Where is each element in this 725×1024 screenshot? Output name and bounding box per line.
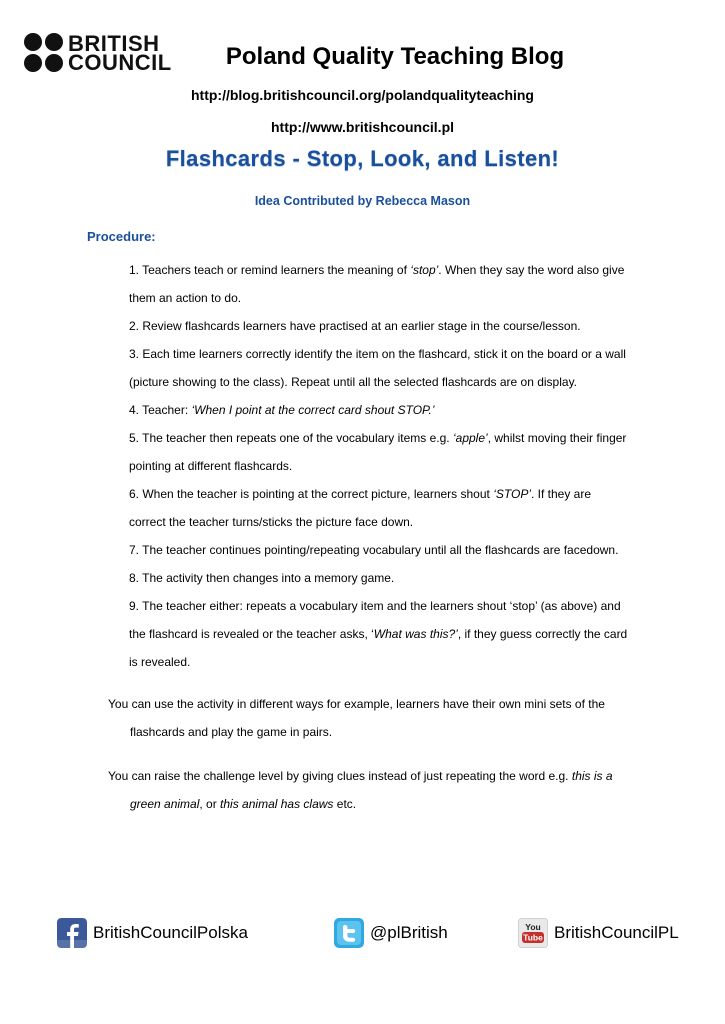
- usage-paragraph: You can use the activity in different ways for example, learners have their own mini sets of the flashcards and play the game in pairs.: [108, 697, 605, 739]
- facebook-label: BritishCouncilPolska: [93, 923, 248, 942]
- step-6-cont: correct the teacher turns/sticks the picture face down.: [129, 515, 414, 529]
- procedure-heading: Procedure:: [87, 229, 156, 244]
- step-7: 7. The teacher continues pointing/repeating vocabulary until all the flashcards are facedown.: [129, 543, 619, 557]
- step-5: 5. The teacher then repeats one of the vocabulary items e.g. ‘apple’, whilst moving their finger: [129, 431, 627, 445]
- youtube-icon: [518, 918, 548, 948]
- step-1-cont: them an action to do.: [129, 291, 242, 305]
- step-3: 3. Each time learners correctly identify the item on the flashcard, stick it on the board or a wall: [129, 347, 626, 361]
- blog-url-link[interactable]: http://blog.britishcouncil.org/polandqualityteaching: [191, 87, 534, 103]
- document-title: Flashcards - Stop, Look, and Listen!: [165, 146, 560, 171]
- step-9-end: is revealed.: [129, 655, 191, 669]
- step-1: 1. Teachers teach or remind learners the meaning of ‘stop’. When they say the word also give: [129, 263, 625, 277]
- twitter-icon: [334, 918, 364, 948]
- procedure-steps: [129, 256, 649, 676]
- step-5-cont: pointing at different flashcards.: [129, 459, 293, 473]
- svg-text:You: You: [525, 922, 541, 932]
- facebook-link[interactable]: [57, 915, 248, 951]
- site-url-link[interactable]: http://www.britishcouncil.pl: [270, 119, 455, 135]
- contributor-line: Idea Contributed by Rebecca Mason: [254, 194, 471, 208]
- step-6: 6. When the teacher is pointing at the correct picture, learners shout ‘STOP’. If they are: [129, 487, 592, 501]
- facebook-icon: [57, 918, 87, 948]
- challenge-paragraph: You can raise the challenge level by giving clues instead of just repeating the word e.g. this is a green animal, or this animal has claws etc.: [108, 769, 613, 811]
- british-council-logo: [24, 33, 174, 75]
- step-8: 8. The activity then changes into a memory game.: [129, 571, 395, 585]
- logo-line-2: COUNCIL: [68, 50, 172, 75]
- logo-line-1: BRITISH: [68, 31, 160, 56]
- youtube-link[interactable]: [518, 915, 679, 951]
- step-4: 4. Teacher: ‘When I point at the correct card shout STOP.’: [129, 403, 435, 417]
- svg-text:Tube: Tube: [523, 932, 543, 943]
- youtube-label: BritishCouncilPL: [554, 923, 679, 942]
- social-footer: [0, 915, 725, 955]
- step-2: 2. Review flashcards learners have practised at an earlier stage in the course/lesson.: [129, 319, 581, 333]
- twitter-link[interactable]: [334, 915, 448, 951]
- step-9-cont: the flashcard is revealed or the teacher asks, ‘What was this?’, if they guess correctly the card: [129, 627, 628, 641]
- step-9: 9. The teacher either: repeats a vocabulary item and the learners shout ‘stop’ (as above) and: [129, 599, 621, 613]
- logo-dots-icon: [24, 33, 64, 73]
- blog-title: Poland Quality Teaching Blog: [225, 43, 565, 70]
- twitter-label: @plBritish: [370, 923, 448, 942]
- logo-text: [68, 31, 172, 75]
- step-3-cont: (picture showing to the class). Repeat until all the selected flashcards are on display.: [129, 375, 578, 389]
